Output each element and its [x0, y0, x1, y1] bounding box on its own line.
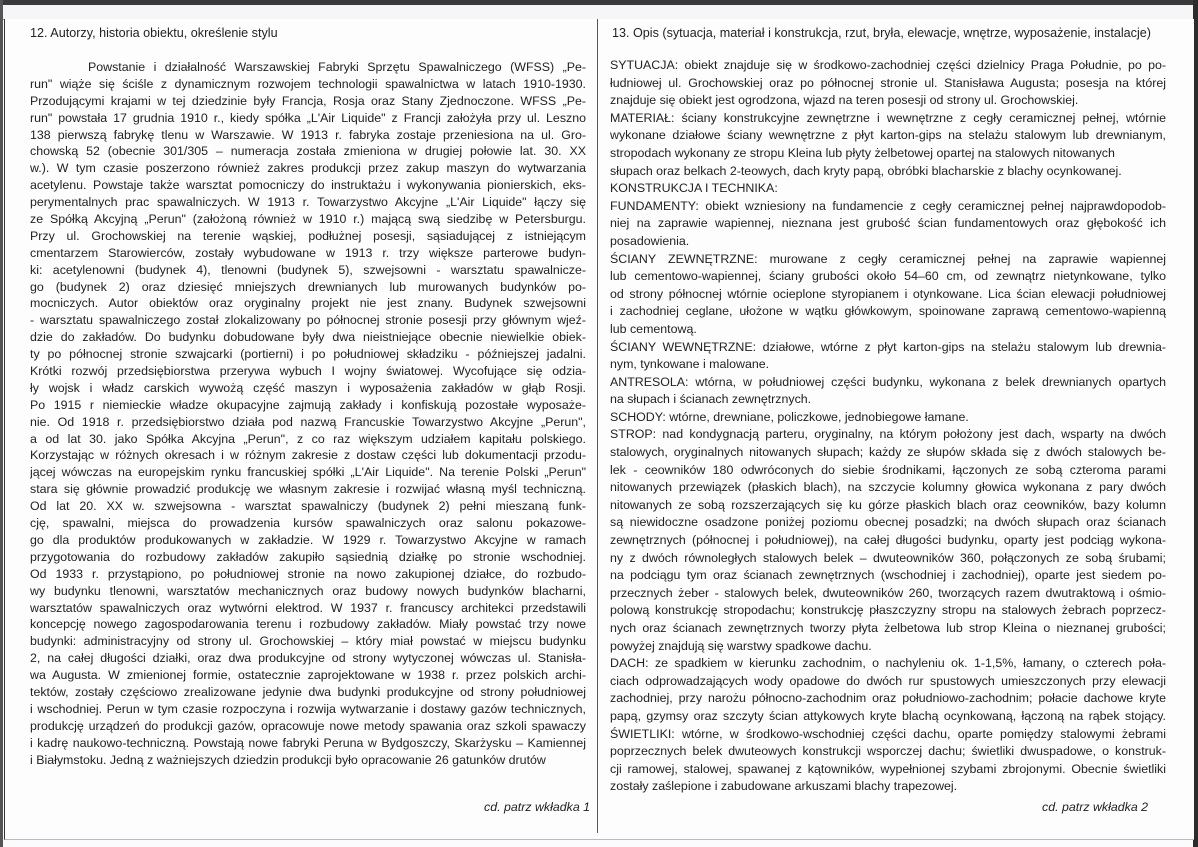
text-line: powyżej znajdują się warstwy spadkowe dachu. [610, 638, 872, 653]
text-line: wa Augusta. W zmienionej formie, ostatecznie zaprojektowane w 1938 r. przez polskich archi- [30, 668, 586, 683]
text-line: Przy ul. Grochowskiej na terenie wąskiej, podłużnej posesji, sąsiadującej z istniejącym [30, 228, 586, 243]
text-line: Od lat 20. XX w. szwejsowna - warsztat spawalniczy (budynek 2) pełni mieszaną funk- [30, 499, 586, 514]
continuation-note: cd. patrz wkładka 1 [484, 800, 591, 814]
text-line: posadowienia. [610, 233, 690, 248]
text-line: chowską 52 (obecnie 301/305 – numeracja została zmieniona w drugiej połowie lat. 30. XX [30, 144, 586, 159]
column-divider [597, 19, 598, 833]
text-line: KONSTRUKCJA I TECHNIKA: [610, 181, 778, 196]
text-line: MATERIAŁ: ściany konstrukcyjne zewnętrzne i wewnętrzne z cegły ceramicznej pełnej, wtórnie [610, 110, 1166, 125]
text-line: SYTUACJA: obiekt znajduje się w środkowo-zachodniej części dzielnicy Praga Południe, po po- [610, 58, 1166, 72]
text-line: i wschodniej. Perun w tym czasie rozpoczyna i rozwija wytwarzanie i dostawy gazów technicznych, [30, 701, 586, 716]
text-line: nych oraz ścianach zewnętrznych tworzy płyta żelbetowa lub strop Kleina o nieznanej grubości; [610, 621, 1166, 635]
text-line: polową konstrukcję stropodachu; konstrukcję płaszczyzny stropu na stalowych żebrach poprzecz- [610, 603, 1166, 618]
text-line: run" wiąże się ściśle z dynamicznym rozwojem technologii spawalnictwa w latach 1910-1930. [30, 76, 586, 91]
text-line: Po 1915 r niemieckie władze okupacyjne zajmują zakłady i konfiskują pozostałe wyposaże- [30, 397, 586, 412]
text-line: produkcję urządzeń do produkcji gazów, opracowuje nowe metody spawania oraz szkoli spawaczy [30, 718, 586, 733]
text-line: lek - ceowników 180 odwróconych do siebie środnikami, łączonych ze sobą czteroma parami [610, 462, 1166, 477]
text-line: Powstanie i działalność Warszawskiej Fabryki Sprzętu Spawalniczego (WFSS) „Pe- [88, 60, 586, 74]
text-line: cji ramowej, stalowej, spawanej z kątowników, wypełnionej szybami zbrojonymi. Obecnie świetliki [610, 761, 1166, 776]
text-line: na słupach i ścianach zewnętrznych. [610, 392, 812, 407]
section-13-description [610, 19, 1166, 796]
text-line: słupach oraz belkach 2-teowych, dach kryty papą, obróbki blacharskie z blachy ocynkowanej. [610, 163, 1122, 178]
text-line: FUNDAMENTY: obiekt wzniesiony na fundamencie z cegły ceramicznej pełnej najprawdopodob- [610, 198, 1166, 213]
text-line: 138 pierwszą fabrykę tlenu w Warszawie. W 1913 r. fabryka zostaje przeniesiona na ul. Gro- [30, 127, 586, 142]
text-line: ŚCIANY WEWNĘTRZNE: działowe, wtórne z płyt karton-gips na stelażu stalowym lub drewnia- [610, 339, 1166, 354]
text-line: ze Spółką Akcyjną „Perun" (założoną również w 1910 r.) mającą swą siedzibę w Petersburgu. [30, 212, 586, 227]
text-line: ty po północnej stronie szwajcarki (portierni) i po południowej składziku - późniejszej jadalni. [30, 347, 586, 362]
text-line: wykonane działowe ściany wewnętrzne z płyt karton-gips na stelażu stalowym lub drewnianym, [610, 128, 1166, 143]
text-line: go dla produktów produkowanych w zakładzie. W 1929 r. Towarzystwo Akcyjne w ramach [30, 532, 586, 547]
text-line: przecznych żeber - stalowych belek, dwuteowników 260, tworzących razem dwutraktową i ośmio- [610, 585, 1166, 600]
text-line: nitowanych ze sobą rozszerzających się ku górze płaskich blach oraz ceowników, bazy kolumn [610, 497, 1166, 512]
text-line: mocniczych. Autor obiektów oraz oryginalny projekt nie jest znany. Budynek szwejsowni [30, 296, 586, 311]
section-body [30, 59, 586, 768]
text-line: Korzystając w różnych okresach i w różnym zakresie z dostaw części lub dokumentacji przodu- [30, 448, 586, 463]
text-line: ŚCIANY ZEWNĘTRZNE: murowane z cegły ceramicznej pełnej na zaprawie wapiennej [610, 251, 1166, 266]
text-line: ciach odprowadzających wody opadowe do dwóch rur spustowych umieszczonych przy elewacji [610, 673, 1166, 688]
text-line: Od 1933 r. przystąpiono, po południowej stronie na nowo zakupionej działce, do rozbudo- [30, 566, 586, 581]
text-line: ny z dwóch równoległych stalowych belek – dwuteowników 360, połączonych ze sobą śrubami; [610, 550, 1166, 565]
text-line: i Białymstoku. Jedną z ważniejszych dziedzin produkcji było opracowanie 26 gatunków drutów [30, 752, 546, 767]
text-line: cmentarzem Starowierców, zostały wybudowane w 1913 r. trzy większe parterowe budyn- [30, 245, 586, 260]
text-line: zewnętrznych (północnej i południowej), na całej długości budynku, oparty jest podciąg wykona- [610, 533, 1166, 548]
text-line: run" powstała 17 grudnia 1910 r., kiedy spółka „L'Air Liquide" z Francji założyła przy ul. Leszno [30, 110, 586, 125]
text-line: nitowanych przewiązek (płaskich blach), na szczycie kolumny głowica wykonana z pary dwóch [610, 480, 1166, 495]
text-line: jącej wówczas na europejskim rynku francuskiej spółki „L'Air Liquide". Na terenie Polski „Perun" [30, 465, 586, 480]
text-line: 2, na całej długości działki, oraz dwa produkcyjne od strony wytyczonej wówczas ul. Stanisła- [30, 651, 586, 666]
text-line: lub cementowo-wapiennej, ściany grubości około 54–60 cm, od zewnątrz nietynkowane, tylko [610, 269, 1166, 284]
text-line: zostały zaślepione i zabudowane arkuszami blachy trapezowej. [610, 779, 958, 794]
text-line: wy budynku tlenowni, warsztatów mechanicznych oraz budowy nowych budynków blacharni, [30, 583, 586, 598]
text-line: nie. Od 1918 r. przedsiębiorstwo działa pod nazwą Francuskie Towarzystwo Akcyjne „Perun", [30, 414, 586, 429]
text-line: i zachodniej ceglane, ułożone w wątku główkowym, spoinowane zaprawą cementowo-wapienną [610, 304, 1166, 319]
text-line: przygotowania do rozbudowy zakładów zakupiło sąsiednią działkę po stronie wschodniej. [30, 549, 586, 564]
text-line: tektów, zostały częściowo zrealizowane jedynie dwa budynki produkcyjne od strony południowej [30, 684, 586, 699]
text-line: papą, gzymsy oraz szczyty ścian attykowych kryte blachą ocynkowaną, łączoną na rąbek stojący. [610, 708, 1166, 723]
section-12-history [30, 19, 586, 768]
section-body [610, 57, 1166, 796]
text-line: koncepcję nowego zagospodarowania terenu i rozbudowy zakładów. Miały powstać trzy nowe [30, 617, 586, 632]
text-line: perymentalnych prac spawalniczych. W 1913 r. Towarzystwo Akcyjne „L'Air Liquide" łączy się [30, 195, 586, 210]
text-line: STROP: nad kondygnacją parteru, oryginalny, na którym położony jest dach, wsparty na dwóch [610, 427, 1166, 442]
text-line: ki: acetylenowni (budynek 4), tlenowni (budynek 5), szwejsowni - warsztatu spawalnicze- [30, 262, 586, 277]
text-line: ły wojsk i władz carskich wywożą część maszyn i wyposażenia zakładów w głąb Rosji. [30, 380, 586, 395]
text-line: od strony północnej wtórnie ocieplone styropianem i otynkowane. Lica ścian elewacji południowej [610, 286, 1166, 301]
text-line: DACH: ze spadkiem w kierunku zachodnim, o nachyleniu ok. 1-1,5%, łamany, o czterech poła- [610, 656, 1166, 671]
text-line: SCHODY: wtórne, drewniane, policzkowe, jednobiegowe łamane. [610, 409, 969, 424]
text-line: cję, spawalni, miejsca do prowadzenia kursów spawalniczych oraz salonu pokazowe- [30, 516, 586, 531]
text-line: w.). W tym czasie poszerzono również zakres produkcji przez zakup maszyn do wytwarzania [30, 161, 586, 176]
text-line: acetylenu. Powstaje także warsztat pomocniczy do instruktażu i wykonywania pionierskich, eks- [30, 178, 586, 193]
text-line: lub cementową. [610, 321, 697, 336]
text-line: łudniowej ul. Grochowskiej oraz po północnej stronie ul. Stanisława Augusta; posesja na której [610, 75, 1166, 90]
text-line: budynki: administracyjny od strony ul. Grochowskiej – który miał powstać w miejscu budynku [30, 634, 586, 649]
text-line: ŚWIETLIKI: wtórne, w środkowo-wschodniej części dachu, oparte pomiędzy stalowymi żebrami [610, 726, 1166, 741]
continuation-note: cd. patrz wkładka 2 [1042, 800, 1149, 814]
scan-left-edge [0, 0, 3, 847]
section-heading: 13. Opis (sytuacja, materiał i konstrukcja, rzut, bryła, elewacje, wnętrze, wyposażenie, instalacje) [612, 26, 1151, 40]
text-line: stalowych, oryginalnych nitowanych słupach; każdy ze słupów składa się z dwóch stalowych be- [610, 445, 1166, 460]
text-line: Krótki rozwój przedsiębiorstwa przerywa wybuch I wojny światowej. Wycofujące się odzia- [30, 364, 586, 379]
text-line: na podciągu tym oraz ścianach zewnętrznych (wschodniej i zachodniej), oparte jest siedem po- [610, 568, 1166, 583]
text-line: go (budynek 2) oraz dziesięć mniejszych drewnianych lub murowanych budynków po- [30, 279, 586, 294]
text-line: nym, tynkowane i malowane. [610, 357, 770, 372]
text-line: zachodniej, przy narożu północno-zachodnim oraz południowo-zachodnim; połacie dachowe kryte [610, 691, 1166, 706]
text-line: warsztatów spawalniczych oraz wytwórni elektrod. W 1937 r. francuscy architekci przedstawili [30, 600, 586, 615]
text-line: dzie do zakładów. Do budynku dobudowane były dwa nieistniejące obecnie niewielkie obiek- [30, 330, 586, 345]
section-heading: 12. Autorzy, historia obiektu, określenie stylu [30, 26, 278, 40]
text-line: Przodującymi krajami w tej dziedzinie były Francja, Rosja oraz Stany Zjednoczone. WFSS „Pe- [30, 93, 586, 108]
text-line: są niewidoczne osadzone poniżej poziomu obecnej posadzki; na dwóch słupach oraz ścianach [610, 515, 1166, 530]
text-line: stropodach wykonany ze stropu Kleina lub płyty żelbetowej opartej na stalowych nitowanych [610, 145, 1115, 160]
text-line: niej na zaprawie wapiennej, nieznana jest grubość ścian fundamentowych oraz głębokość ich [610, 216, 1166, 231]
scan-top-margin [0, 5, 1198, 20]
text-line: i kadrę naukowo-techniczną. Powstają nowe fabryki Peruna w Bydgoszczy, Skarżysku – Kamiennej [30, 735, 586, 750]
text-line: ANTRESOLA: wtórna, w południowej części budynku, wykonana z belek drewnianych opartych [610, 374, 1166, 389]
text-line: poprzecznych belek dwuteowych konstrukcji wsporczej dachu; świetliki dwuspadowe, o konstruk- [610, 744, 1166, 759]
text-line: a od lat 30. jako Spółka Akcyjna „Perun", z co raz większym udziałem kapitału polskiego. [30, 431, 586, 446]
text-line: - warsztatu spawalniczego został zlokalizowany po północnej stronie posesji przy głównym wjeź- [30, 313, 586, 328]
text-line: stara się głównie prowadzić produkcję we własnym zakresie i rozwijać własną myśl techniczną. [30, 482, 586, 497]
text-line: znajduje się obiekt jest ogrodzona, wjazd na teren posesji od strony ul. Grochowskiej. [610, 93, 1079, 108]
